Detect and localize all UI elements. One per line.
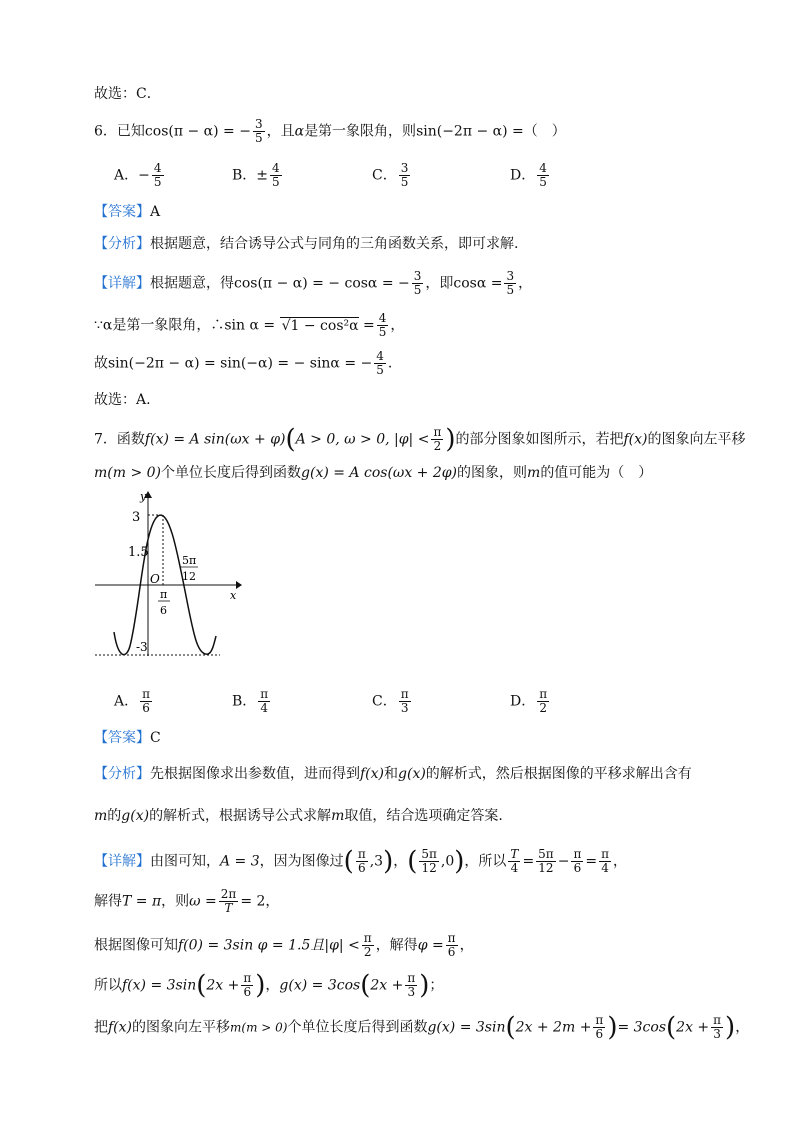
math: ,0 bbox=[440, 853, 455, 870]
math: f(x) = 3sin bbox=[122, 977, 197, 994]
math: ,3 bbox=[369, 853, 384, 870]
y-mid-label: 1.5 bbox=[128, 545, 149, 560]
y-axis-label: y bbox=[140, 490, 147, 503]
option-den: 6 bbox=[142, 701, 150, 715]
option-label: C． bbox=[372, 693, 397, 710]
math: − bbox=[557, 853, 570, 870]
paren: ) bbox=[255, 970, 266, 1001]
q6-text-1: 已知 bbox=[116, 123, 145, 140]
text: 所以 bbox=[94, 977, 122, 994]
frac-num: π bbox=[357, 847, 366, 861]
analysis-tag: 【分析】 bbox=[94, 236, 150, 252]
q6-sin-expr: sin(−2π − α) =（ ） bbox=[416, 123, 566, 140]
math: = bbox=[358, 317, 375, 334]
answer-tag: 【答案】 bbox=[94, 730, 150, 746]
frac-num: π bbox=[601, 847, 609, 861]
text: ， bbox=[518, 275, 533, 292]
option-label: B． bbox=[232, 693, 257, 710]
math: cosα = bbox=[453, 275, 503, 292]
option-sign: − bbox=[138, 167, 150, 184]
q6-option-a bbox=[114, 162, 166, 189]
q7-analysis-line-1 bbox=[94, 764, 734, 784]
frac-num: 5π bbox=[538, 847, 554, 861]
frac-den: 4 bbox=[510, 861, 519, 875]
paren: ( bbox=[505, 1012, 516, 1043]
math: 2x + bbox=[206, 977, 240, 994]
option-den: 5 bbox=[400, 175, 409, 189]
frac bbox=[599, 848, 611, 875]
q6-frac-num: 3 bbox=[254, 117, 263, 131]
frac bbox=[504, 270, 516, 297]
q6-detail-line-1 bbox=[94, 270, 734, 297]
q7-detail-line-1 bbox=[94, 848, 734, 875]
frac-den: 12 bbox=[421, 861, 437, 875]
text: 取值，结合选项确定答案. bbox=[344, 808, 503, 824]
frac-num: 4 bbox=[378, 311, 387, 325]
option-num: 4 bbox=[272, 161, 280, 175]
q7-stem-line-1 bbox=[94, 424, 746, 455]
math: A > 0, ω > 0, |φ| < bbox=[295, 431, 430, 448]
text: ，则 bbox=[161, 893, 190, 910]
q7-detail-line-5 bbox=[94, 1012, 750, 1043]
frac-den: 5 bbox=[506, 283, 515, 297]
frac-den: 4 bbox=[601, 861, 609, 875]
frac-den: 6 bbox=[243, 985, 252, 999]
q6-option-d bbox=[510, 162, 551, 189]
q7-option-a bbox=[114, 688, 154, 715]
q7-detail-line-3 bbox=[94, 932, 734, 959]
frac-num: π bbox=[595, 1013, 604, 1027]
q6-frac-den: 5 bbox=[254, 131, 263, 145]
frac bbox=[446, 932, 458, 959]
option-den: 5 bbox=[153, 175, 162, 189]
frac-den: 6 bbox=[357, 861, 366, 875]
frac-den: 2 bbox=[363, 945, 372, 959]
frac bbox=[593, 1014, 605, 1041]
option-den: 5 bbox=[272, 175, 280, 189]
q7-detail-line-2 bbox=[94, 888, 734, 915]
x-axis-label: x bbox=[230, 589, 237, 602]
q6-option-c bbox=[372, 162, 412, 189]
text: 根据题意，得 bbox=[150, 275, 234, 292]
q6-analysis bbox=[94, 234, 734, 254]
math: g(x) = 3cos bbox=[279, 977, 361, 994]
text: ，所以 bbox=[464, 853, 507, 870]
text: 故 bbox=[94, 355, 108, 372]
y-min-label: -3 bbox=[136, 640, 148, 654]
frac bbox=[241, 972, 253, 999]
text: ，解得 bbox=[375, 937, 418, 954]
frac bbox=[405, 972, 417, 999]
option-num: 4 bbox=[153, 161, 162, 175]
option-num: π bbox=[142, 687, 151, 701]
origin-label: O bbox=[150, 572, 160, 586]
math: g(x) bbox=[121, 808, 150, 824]
paren: ) bbox=[607, 1012, 618, 1043]
math: m(m > 0) bbox=[94, 465, 162, 481]
frac-den: T bbox=[224, 901, 233, 915]
q7-function-graph bbox=[90, 486, 250, 666]
math: f(x) bbox=[360, 766, 385, 782]
analysis-tag: 【分析】 bbox=[94, 766, 150, 782]
text: ， bbox=[393, 853, 408, 870]
frac bbox=[508, 848, 520, 875]
frac-num: 4 bbox=[376, 349, 384, 363]
math: cos(π − α) = − cosα = − bbox=[234, 275, 410, 292]
option-label: C． bbox=[372, 167, 397, 184]
answer-value: C bbox=[150, 730, 161, 746]
frac-num: π bbox=[433, 425, 442, 439]
text: 的部分图象如图所示，若把 bbox=[455, 431, 624, 448]
detail-tag: 【详解】 bbox=[94, 853, 150, 870]
paren: ( bbox=[343, 846, 354, 877]
x-zero-label-den: 12 bbox=[182, 570, 196, 583]
prev-answer: 故选：C． bbox=[94, 86, 161, 102]
frac-den: 6 bbox=[447, 945, 456, 959]
text: ， bbox=[265, 977, 280, 994]
math: f(0) = 3sin φ = 1.5且|φ| < bbox=[178, 937, 360, 954]
q7-analysis-line-2 bbox=[94, 806, 734, 826]
text: 的 bbox=[107, 808, 122, 824]
q6-text-2: ，且 bbox=[266, 123, 295, 140]
frac bbox=[711, 1014, 723, 1041]
q6-detail-line-2 bbox=[94, 312, 734, 339]
math: sin(−2π − α) = sin(−α) = − sinα = − bbox=[108, 355, 373, 372]
math: g(x) = A cos(ωx + 2φ) bbox=[301, 465, 458, 481]
option-label: D． bbox=[510, 167, 536, 184]
x-axis-arrow bbox=[236, 581, 242, 589]
q6-answer bbox=[94, 202, 734, 222]
option-sign: ± bbox=[256, 167, 269, 184]
math: m bbox=[94, 808, 108, 824]
q7-stem-line-2 bbox=[94, 463, 734, 483]
q6-cos-expr: cos(π − α) = − bbox=[144, 123, 251, 140]
frac-den: 5 bbox=[376, 363, 384, 377]
math: f(x) bbox=[108, 1019, 133, 1036]
text: ，因为图像过 bbox=[259, 853, 344, 870]
text: ， bbox=[390, 317, 405, 334]
frac-den: 2 bbox=[433, 439, 442, 453]
option-label: B． bbox=[232, 167, 257, 184]
option-frac bbox=[270, 162, 282, 189]
option-num: 3 bbox=[400, 161, 409, 175]
q6-number: 6． bbox=[94, 123, 117, 140]
text: 的图象向左平移 bbox=[647, 431, 746, 448]
x-peak-label-den: 6 bbox=[160, 604, 167, 617]
paren: ) bbox=[445, 424, 456, 455]
q6-detail-line-3 bbox=[94, 350, 734, 377]
frac bbox=[536, 848, 556, 875]
math: 2x + bbox=[676, 1019, 710, 1036]
frac-num: π bbox=[363, 931, 372, 945]
math: f(x) = A sin(ωx + φ) bbox=[144, 431, 286, 448]
paren: ( bbox=[196, 970, 207, 1001]
frac-num: 2π bbox=[220, 887, 237, 901]
q6-final: 故选：A. bbox=[94, 392, 151, 408]
frac-num: 3 bbox=[506, 269, 515, 283]
text: 解得 bbox=[94, 893, 122, 910]
frac-den: 3 bbox=[713, 1027, 721, 1041]
frac-den: 6 bbox=[573, 861, 582, 875]
text: 由图可知， bbox=[150, 853, 220, 870]
frac bbox=[412, 270, 424, 297]
q6-alpha: α bbox=[294, 123, 305, 140]
answer-tag: 【答案】 bbox=[94, 204, 150, 220]
text: 的图象，则 bbox=[457, 465, 528, 481]
frac-num: 3 bbox=[413, 269, 422, 283]
paren: ) bbox=[419, 970, 430, 1001]
text: 的值可能为（ ） bbox=[540, 465, 653, 481]
frac-num: π bbox=[243, 971, 252, 985]
text: ， bbox=[612, 853, 627, 870]
frac-num: π bbox=[713, 1013, 722, 1027]
text: 函数 bbox=[116, 431, 145, 448]
text: . bbox=[387, 355, 393, 372]
text: ， bbox=[735, 1019, 750, 1036]
paren: ( bbox=[285, 424, 296, 455]
q7-number: 7． bbox=[94, 431, 117, 448]
option-frac bbox=[537, 162, 549, 189]
detail-tag: 【详解】 bbox=[94, 275, 150, 292]
math: = bbox=[585, 853, 598, 870]
frac bbox=[431, 426, 443, 453]
option-frac bbox=[152, 162, 164, 189]
option-frac bbox=[140, 688, 152, 715]
frac-den: 5 bbox=[378, 325, 387, 339]
option-num: π bbox=[260, 687, 269, 701]
paren: ) bbox=[454, 846, 465, 877]
option-den: 3 bbox=[400, 701, 409, 715]
text: ， bbox=[459, 937, 474, 954]
text: ， bbox=[265, 893, 280, 910]
frac bbox=[377, 312, 389, 339]
frac-den: 6 bbox=[595, 1027, 604, 1041]
option-label: D． bbox=[510, 693, 536, 710]
analysis-text: 根据题意，结合诱导公式与同角的三角函数关系，即可求解. bbox=[150, 236, 519, 252]
text: 和 bbox=[384, 766, 399, 782]
math: m(m > 0) bbox=[230, 1020, 288, 1035]
frac-den: 5 bbox=[413, 283, 422, 297]
paren: ( bbox=[407, 846, 418, 877]
math: g(x) bbox=[398, 766, 426, 782]
frac-num: π bbox=[447, 931, 456, 945]
text: 先根据图像求出参数值，进而得到 bbox=[150, 766, 360, 782]
option-label: A． bbox=[114, 693, 139, 710]
x-zero-label-num: 5π bbox=[182, 554, 197, 567]
q7-answer bbox=[94, 728, 734, 748]
q6-option-b bbox=[232, 162, 284, 189]
option-frac bbox=[537, 688, 549, 715]
math: m bbox=[331, 808, 345, 824]
math: T = π bbox=[122, 893, 162, 910]
text: 的解析式，然后根据图像的平移求解出含有 bbox=[425, 766, 692, 782]
q7-option-b bbox=[232, 688, 272, 715]
paren: ) bbox=[725, 1012, 736, 1043]
math: = 2 bbox=[240, 893, 266, 910]
math: m bbox=[527, 465, 541, 481]
text: 根据图像可知 bbox=[94, 937, 178, 954]
option-num: π bbox=[400, 687, 409, 701]
option-num: π bbox=[539, 687, 548, 701]
y-max-label: 3 bbox=[132, 510, 141, 525]
frac-num: π bbox=[573, 847, 582, 861]
math: A = 3 bbox=[220, 853, 260, 870]
frac bbox=[374, 350, 386, 377]
frac bbox=[571, 848, 583, 875]
q7-detail-line-4 bbox=[94, 972, 734, 999]
frac bbox=[356, 848, 368, 875]
math: sin α = bbox=[224, 317, 280, 334]
text: ，即 bbox=[425, 275, 454, 292]
answer-value: A bbox=[150, 204, 161, 220]
option-den: 5 bbox=[539, 175, 547, 189]
x-peak-label-num: π bbox=[160, 588, 168, 601]
frac-num: π bbox=[407, 971, 416, 985]
math: = bbox=[522, 853, 535, 870]
option-label: A． bbox=[114, 167, 139, 184]
frac-den: 12 bbox=[538, 861, 554, 875]
text: ∵α是第一象限角，∴ bbox=[94, 317, 225, 334]
text: 个单位长度后得到函数 bbox=[161, 465, 302, 481]
text: 的解析式，根据诱导公式求解 bbox=[149, 808, 332, 824]
option-den: 4 bbox=[260, 701, 269, 715]
paren: ( bbox=[360, 970, 371, 1001]
paren: ) bbox=[383, 846, 394, 877]
text: 把 bbox=[94, 1019, 108, 1036]
frac-num: T bbox=[510, 847, 519, 861]
text: 的图象向左平移 bbox=[132, 1019, 231, 1036]
option-den: 2 bbox=[539, 701, 547, 715]
math: ω = bbox=[189, 893, 217, 910]
q6-text-3: 是第一象限角，则 bbox=[304, 123, 417, 140]
q6-stem bbox=[94, 118, 734, 145]
math: = 3cos bbox=[617, 1019, 667, 1036]
sqrt-expr: √1 − cos²α bbox=[281, 317, 359, 334]
frac-den: 3 bbox=[407, 985, 416, 999]
math: φ = bbox=[417, 937, 444, 954]
option-frac bbox=[258, 688, 270, 715]
q7-option-d bbox=[510, 688, 551, 715]
frac bbox=[362, 932, 374, 959]
frac bbox=[219, 888, 239, 915]
option-frac bbox=[399, 688, 411, 715]
text: 个单位长度后得到函数 bbox=[287, 1019, 428, 1036]
math: 2x + bbox=[370, 977, 404, 994]
q6-frac bbox=[253, 118, 265, 145]
paren: ( bbox=[666, 1012, 677, 1043]
text: ； bbox=[429, 977, 444, 994]
math: g(x) = 3sin bbox=[427, 1019, 506, 1036]
math: f(x) bbox=[623, 431, 648, 448]
q7-option-c bbox=[372, 688, 413, 715]
frac bbox=[419, 848, 439, 875]
option-num: 4 bbox=[539, 161, 547, 175]
frac-num: 5π bbox=[421, 847, 437, 861]
option-frac bbox=[399, 162, 411, 189]
math: 2x + 2m + bbox=[515, 1019, 592, 1036]
